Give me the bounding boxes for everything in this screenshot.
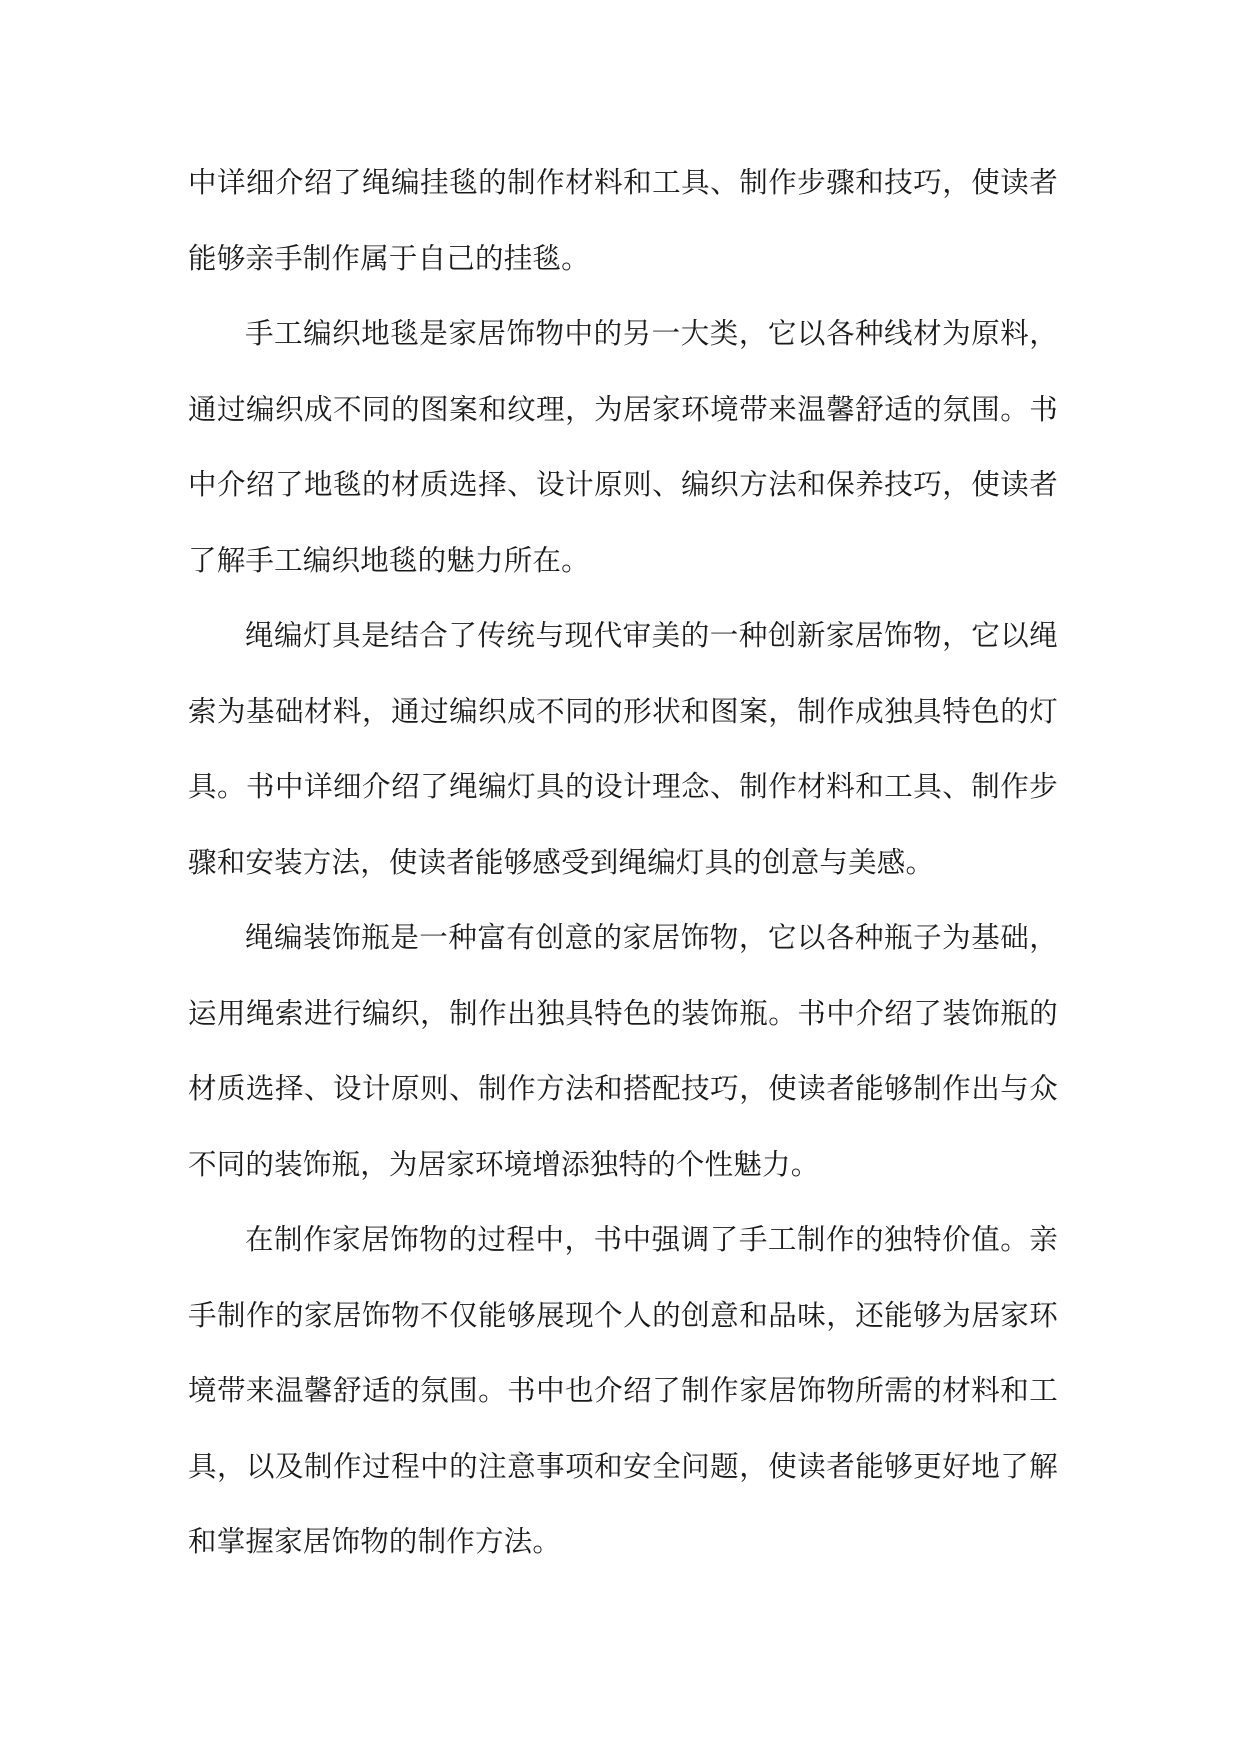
paragraph-handmade-value: 在制作家居饰物的过程中，书中强调了手工制作的独特价值。亲手制作的家居饰物不仅能够展现个人的创意和品味，还能够为居家环境带来温馨舒适的氛围。书中也介绍了制作家居饰物所需的材料和工具，以及制作过程中的注意事项和安全问题，使读者能够更好地了解和掌握家居饰物的制作方法。 — [188, 1223, 1058, 1558]
paragraph-rugs: 手工编织地毯是家居饰物中的另一大类，它以各种线材为原料，通过编织成不同的图案和纹理，为居家环境带来温馨舒适的氛围。书中介绍了地毯的材质选择、设计原则、编织方法和保养技巧，使读者了解手工编织地毯的魅力所在。 — [188, 317, 1058, 577]
paragraph-continued: 中详细介绍了绳编挂毯的制作材料和工具、制作步骤和技巧，使读者能够亲手制作属于自己的挂毯。 — [188, 166, 1058, 275]
paragraph-lamps: 绳编灯具是结合了传统与现代审美的一种创新家居饰物，它以绳索为基础材料，通过编织成不同的形状和图案，制作成独具特色的灯具。书中详细介绍了绳编灯具的设计理念、制作材料和工具、制作步骤和安装方法，使读者能够感受到绳编灯具的创意与美感。 — [188, 619, 1058, 879]
paragraph-vases: 绳编装饰瓶是一种富有创意的家居饰物，它以各种瓶子为基础，运用绳索进行编织，制作出独具特色的装饰瓶。书中介绍了装饰瓶的材质选择、设计原则、制作方法和搭配技巧，使读者能够制作出与众不同的装饰瓶，为居家环境增添独特的个性魅力。 — [188, 921, 1058, 1181]
body-text — [188, 145, 1058, 1580]
